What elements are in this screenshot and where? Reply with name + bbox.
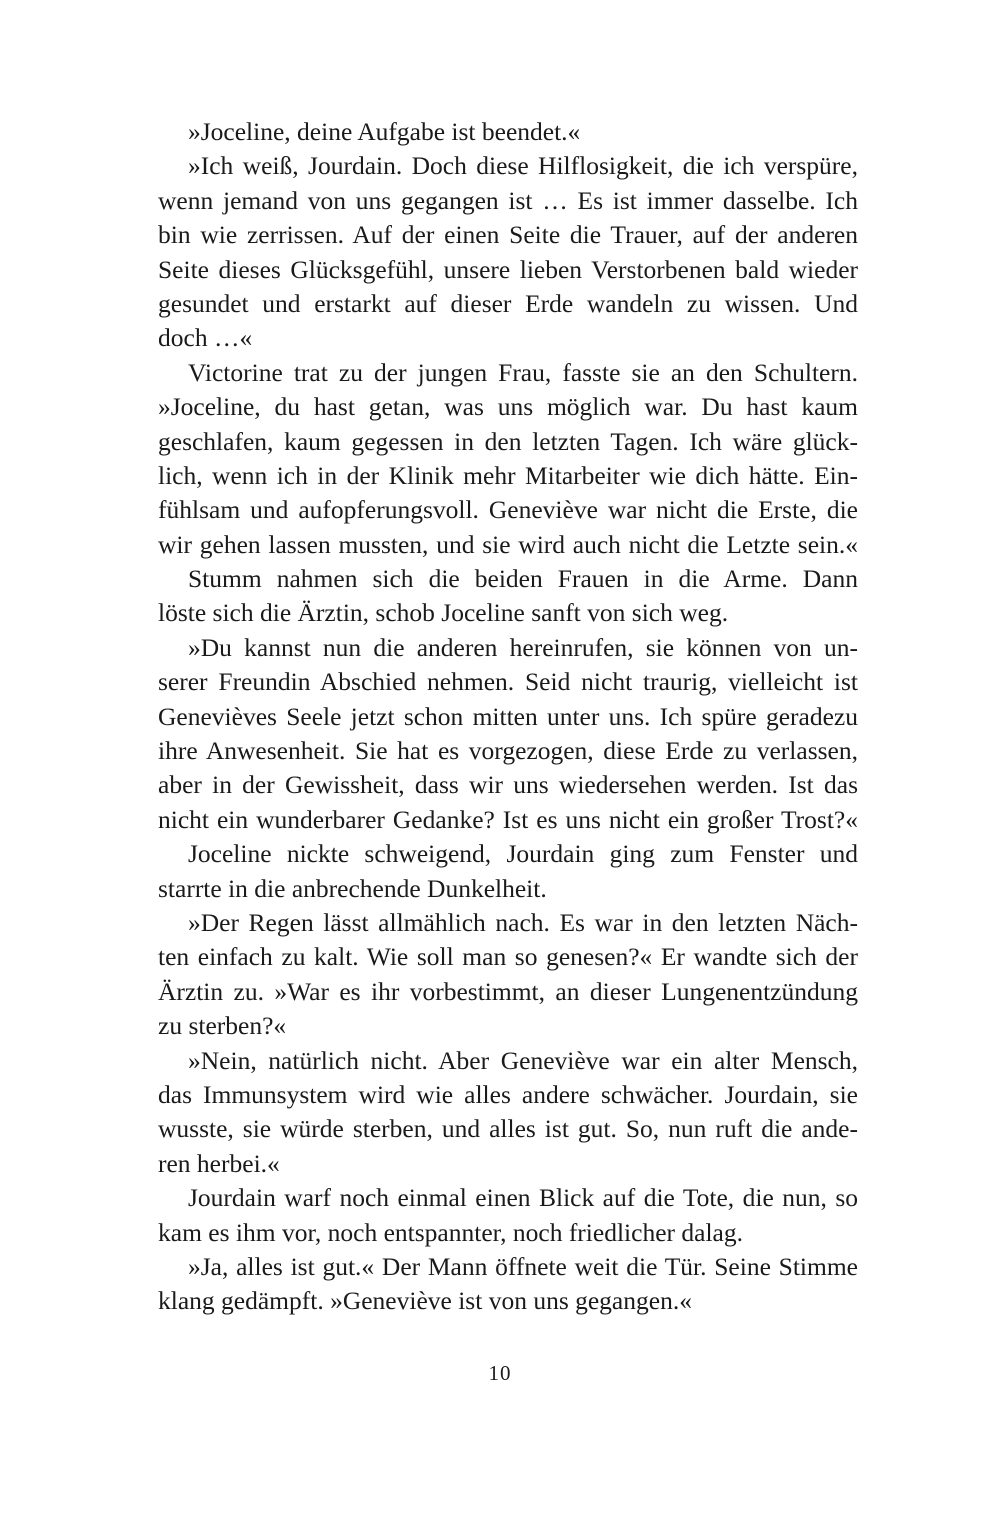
text-line: Ärztin zu. »War es ihr vorbestimmt, an dieser Lungenentzündung <box>158 976 858 1006</box>
text-line: Genevièves Seele jetzt schon mitten unter uns. Ich spüre geradezu <box>158 701 858 731</box>
text-line: »Du kannst nun die anderen hereinrufen, sie können von un- <box>188 632 858 662</box>
text-line: »Joceline, du hast getan, was uns möglich war. Du hast kaum <box>158 392 858 422</box>
text-line: Stumm nahmen sich die beiden Frauen in die Arme. Dann <box>188 564 858 594</box>
text-line: wenn jemand von uns gegangen ist … Es ist immer dasselbe. Ich <box>158 185 858 215</box>
text-line: wusste, sie würde sterben, und alles ist gut. So, nun ruft die ande- <box>158 1114 858 1144</box>
text-line: kam es ihm vor, noch entspannter, noch friedlicher dalag. <box>158 1217 743 1247</box>
text-line: nicht ein wunderbarer Gedanke? Ist es uns nicht ein großer Trost?« <box>158 804 858 834</box>
text-line: »Ja, alles ist gut.« Der Mann öffnete weit die Tür. Seine Stimme <box>188 1251 858 1281</box>
text-line: serer Freundin Abschied nehmen. Seid nicht traurig, vielleicht ist <box>158 667 858 697</box>
text-line: löste sich die Ärztin, schob Joceline sanft von sich weg. <box>158 598 729 628</box>
text-line: zu sterben?« <box>158 1011 287 1041</box>
text-line: geschlafen, kaum gegessen in den letzten Tagen. Ich wäre glück- <box>158 426 858 456</box>
text-line: Joceline nickte schweigend, Jourdain ging zum Fenster und <box>188 839 858 869</box>
text-line: ihre Anwesenheit. Sie hat es vorgezogen, diese Erde zu verlassen, <box>158 736 858 766</box>
text-line: klang gedämpft. »Geneviève ist von uns gegangen.« <box>158 1286 692 1316</box>
page-number: 10 <box>488 1361 512 1385</box>
text-line: aber in der Gewissheit, dass wir uns wiedersehen werden. Ist das <box>158 770 858 800</box>
text-line: wir gehen lassen mussten, und sie wird auch nicht die Letzte sein.« <box>158 529 858 559</box>
text-line: lich, wenn ich in der Klinik mehr Mitarbeiter wie dich hätte. Ein- <box>158 460 858 490</box>
text-line: Jourdain warf noch einmal einen Blick auf die Tote, die nun, so <box>188 1183 858 1213</box>
text-line: gesundet und erstarkt auf dieser Erde wandeln zu wissen. Und <box>158 288 858 318</box>
text-line: »Nein, natürlich nicht. Aber Geneviève war ein alter Mensch, <box>188 1045 858 1075</box>
text-line: doch …« <box>158 323 253 353</box>
body-text <box>158 115 858 1319</box>
text-line: »Joceline, deine Aufgabe ist beendet.« <box>188 117 581 146</box>
text-line: ren herbei.« <box>158 1148 280 1178</box>
text-line: das Immunsystem wird wie alles andere schwächer. Jourdain, sie <box>158 1079 858 1109</box>
text-line: Seite dieses Glücksgefühl, unsere lieben Verstorbenen bald wieder <box>158 254 858 284</box>
text-line: »Der Regen lässt allmählich nach. Es war in den letzten Näch- <box>188 907 858 937</box>
text-line: bin wie zerrissen. Auf der einen Seite die Trauer, auf der anderen <box>158 220 858 250</box>
text-line: starrte in die anbrechende Dunkelheit. <box>158 873 547 903</box>
text-line: »Ich weiß, Jourdain. Doch diese Hilflosigkeit, die ich verspüre, <box>188 151 858 181</box>
text-line: fühlsam und aufopferungsvoll. Geneviève war nicht die Erste, die <box>158 495 858 525</box>
text-line: ten einfach zu kalt. Wie soll man so genesen?« Er wandte sich der <box>158 942 858 972</box>
text-line: Victorine trat zu der jungen Frau, fasste sie an den Schultern. <box>188 357 858 387</box>
